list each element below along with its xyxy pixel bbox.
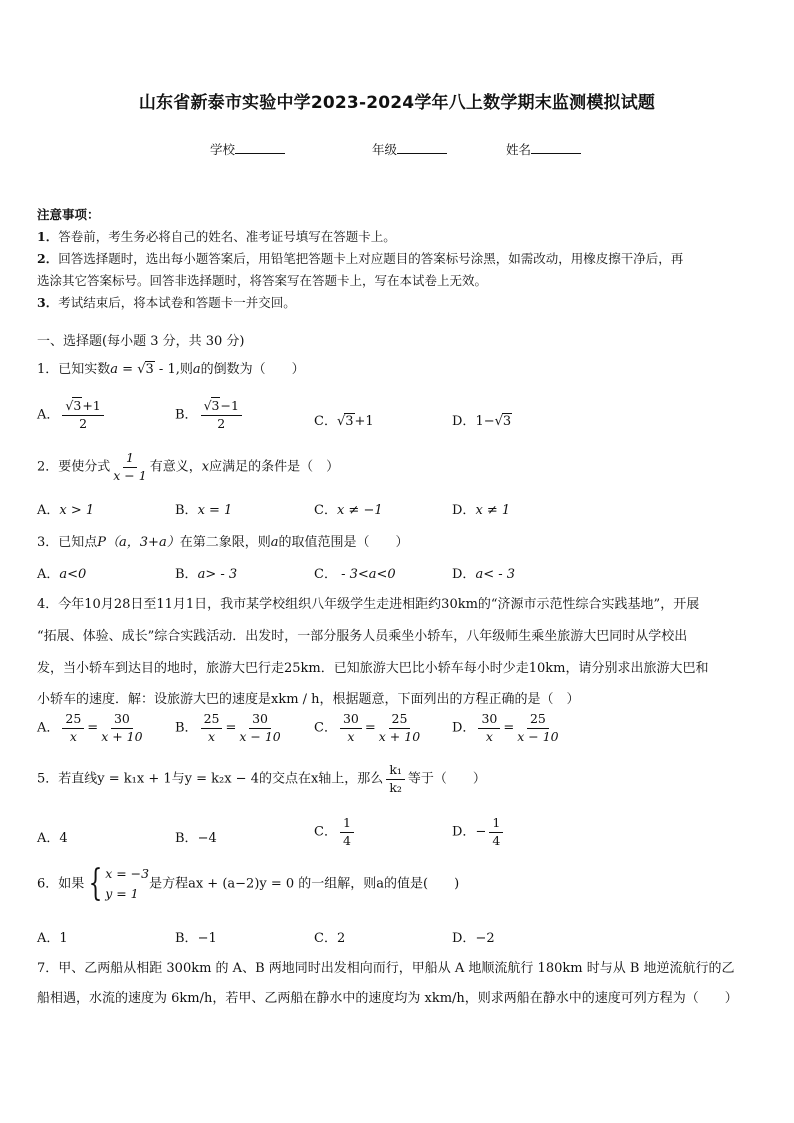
option-letter: A． bbox=[37, 567, 60, 582]
numerator: −1 bbox=[220, 398, 239, 413]
option-letter: C． bbox=[314, 720, 337, 736]
numerator: +1 bbox=[82, 398, 101, 413]
denominator: x + 10 bbox=[378, 728, 421, 744]
option-letter: D． bbox=[452, 824, 476, 840]
fraction bbox=[379, 713, 420, 743]
radicand: 3 bbox=[345, 414, 354, 429]
option-text: 2 bbox=[336, 931, 346, 946]
q2-var: x bbox=[201, 459, 210, 475]
denominator: 4 bbox=[492, 832, 501, 848]
option-text: −4 bbox=[197, 831, 217, 846]
numerator: k₁ bbox=[386, 764, 405, 780]
denominator: x bbox=[69, 728, 77, 744]
numerator: 30 bbox=[249, 713, 271, 729]
numerator: 25 bbox=[527, 713, 549, 729]
note-number: 2． bbox=[37, 251, 59, 266]
option-text: a< - 3 bbox=[475, 567, 516, 582]
option-letter: C． bbox=[314, 503, 337, 518]
denominator: x bbox=[485, 728, 493, 744]
fraction bbox=[101, 713, 142, 743]
q2-option-d bbox=[452, 499, 510, 518]
option-text: −2 bbox=[475, 931, 495, 946]
fraction bbox=[113, 452, 146, 482]
option-letter: A． bbox=[37, 407, 60, 423]
numerator: 1 bbox=[340, 817, 354, 833]
q1-prefix: 1．已知实数 bbox=[37, 362, 111, 377]
option-text: x = 1 bbox=[197, 503, 233, 518]
equation: x = −3 bbox=[105, 866, 150, 881]
question-3-stem bbox=[37, 531, 409, 550]
q1-mid: ,则 bbox=[175, 362, 193, 377]
grade-field bbox=[372, 140, 447, 158]
q4-option-c: C． $\frac{30}{x}$ = $\frac{25}{x + 10}$ bbox=[314, 711, 421, 744]
option-letter: B． bbox=[175, 720, 198, 736]
q5-option-b bbox=[175, 827, 217, 846]
q6-option-b bbox=[175, 927, 217, 946]
note-text: 答卷前，考生务必将自己的姓名、准考证号填写在答题卡上。 bbox=[58, 229, 396, 244]
denominator: x + 10 bbox=[101, 728, 143, 744]
q5-option-c bbox=[314, 817, 357, 847]
option-letter: C． bbox=[314, 824, 337, 840]
q2-mid: 有意义， bbox=[149, 459, 202, 475]
option-text: 1 bbox=[59, 931, 68, 946]
option-text: a<0 bbox=[59, 567, 87, 582]
option-letter: D． bbox=[452, 720, 476, 736]
sqrt-symbol: √3 bbox=[336, 414, 354, 429]
q2-prefix: 2．要使分式 bbox=[37, 459, 111, 475]
school-label: 学校 bbox=[210, 142, 236, 157]
q2-option-a bbox=[37, 499, 94, 518]
q6-prefix: 6．如果 bbox=[37, 876, 85, 892]
numerator: 25 bbox=[389, 713, 411, 729]
q4-option-d: D． $\frac{30}{x}$ = $\frac{25}{x - 10}$ bbox=[452, 711, 559, 744]
name-blank bbox=[531, 141, 581, 154]
option-letter: C． bbox=[314, 414, 337, 429]
q4-option-a: A． $\frac{25}{x}$ = $\frac{30}{x + 10}$ bbox=[37, 711, 143, 744]
q1-var2: a bbox=[192, 362, 201, 377]
q4-line-4: 小轿车的速度．解：设旅游大巴的速度是xkm / h，根据题意，下面列出的方程正确的是（ ） bbox=[37, 692, 580, 707]
note-text: 回答选择题时，选出每小题答案后，用铅笔把答题卡上对应题目的答案标号涂黑，如需改动，用橡皮擦干净后，再 bbox=[58, 251, 684, 266]
option-letter: B． bbox=[175, 831, 198, 846]
brace-symbol: { bbox=[88, 863, 103, 904]
q5-prefix: 5．若直线y = k₁x + 1与y = k₂x − 4的交点在x轴上，那么 bbox=[37, 771, 384, 787]
q6-suffix: 是方程ax + (a−2)y = 0 的一组解，则a的值是( ) bbox=[149, 876, 460, 892]
denominator: x bbox=[207, 728, 216, 744]
q1-option-b bbox=[175, 400, 245, 430]
q2-option-b bbox=[175, 499, 232, 518]
fraction bbox=[62, 713, 84, 743]
q5-option-d bbox=[452, 817, 506, 847]
fraction bbox=[340, 817, 354, 847]
denominator: x − 10 bbox=[239, 728, 281, 744]
q1-option-c bbox=[314, 410, 374, 429]
note-number: 3． bbox=[37, 295, 59, 310]
note-2 bbox=[37, 249, 683, 267]
option-letter: D． bbox=[452, 414, 476, 429]
denominator: 2 bbox=[79, 415, 88, 431]
option-letter: B． bbox=[175, 407, 198, 423]
q1-minus: - 1 bbox=[154, 362, 176, 377]
grade-label: 年级 bbox=[372, 142, 398, 157]
numerator: 25 bbox=[201, 713, 223, 729]
fraction bbox=[62, 400, 103, 430]
q3-var: a bbox=[270, 535, 279, 550]
q3-suffix: 的取值范围是（ ） bbox=[278, 535, 409, 550]
note-3 bbox=[37, 293, 296, 311]
fraction bbox=[386, 764, 405, 794]
numerator: 30 bbox=[478, 713, 500, 729]
radicand: 3 bbox=[73, 398, 82, 413]
q4-line-1: 4．今年10月28日至11月1日，我市某学校组织八年级学生走进相距约30km的“济源市示范性综合实践基地”，开展 bbox=[37, 597, 700, 612]
q3-prefix: 3．已知点 bbox=[37, 535, 98, 550]
option-letter: D． bbox=[452, 931, 476, 946]
radicand: 3 bbox=[502, 414, 512, 429]
option-letter: A． bbox=[37, 931, 60, 946]
option-text: a> - 3 bbox=[197, 567, 238, 582]
section-heading: 一、选择题(每小题 3 分，共 30 分) bbox=[37, 334, 245, 349]
name-label: 姓名 bbox=[506, 142, 532, 157]
question-2-stem bbox=[37, 452, 339, 482]
sqrt-symbol: √3 bbox=[137, 362, 154, 377]
note-2-cont: 选涂其它答案标号。回答非选择题时，将答案写在答题卡上，写在本试卷上无效。 bbox=[37, 273, 488, 288]
q1-eq: = bbox=[118, 362, 138, 377]
q6-option-d bbox=[452, 927, 495, 946]
q3-option-b bbox=[175, 563, 237, 582]
option-text: 4 bbox=[59, 831, 68, 846]
option-letter: C． bbox=[314, 931, 337, 946]
equation: y = 1 bbox=[105, 886, 139, 901]
option-text: − bbox=[475, 824, 487, 840]
note-1 bbox=[37, 227, 396, 245]
numerator: 1 bbox=[489, 817, 503, 833]
q3-option-d bbox=[452, 563, 515, 582]
option-text: x ≠ −1 bbox=[336, 503, 383, 518]
equation-system bbox=[84, 864, 149, 904]
option-letter: A． bbox=[37, 720, 60, 736]
option-text: x ≠ 1 bbox=[475, 503, 511, 518]
option-letter: D． bbox=[452, 567, 476, 582]
q4-line-3: 发，当小轿车到达目的地时，旅游大巴行走25km．已知旅游大巴比小轿车每小时少走10km，请分别求出旅游大巴和 bbox=[37, 661, 709, 676]
question-1-stem bbox=[37, 358, 305, 377]
fraction bbox=[489, 817, 503, 847]
fraction bbox=[201, 400, 242, 430]
notes-heading: 注意事项： bbox=[37, 207, 100, 222]
name-field bbox=[506, 140, 581, 158]
q3-mid: 在第二象限，则 bbox=[179, 535, 271, 550]
q2-suffix: 应满足的条件是（ ） bbox=[209, 459, 340, 475]
numerator: 30 bbox=[340, 713, 362, 729]
option-text: −1 bbox=[197, 931, 217, 946]
option-letter: D． bbox=[452, 503, 476, 518]
option-text: - 3<a<0 bbox=[336, 567, 396, 582]
numerator: 1 bbox=[123, 452, 137, 468]
q1-option-d bbox=[452, 410, 512, 429]
q7-line-1: 7．甲、乙两船从相距 300km 的 A、B 两地同时出发相向而行，甲船从 A 地顺流航行 180km 时与从 B 地逆流航行的乙 bbox=[37, 961, 735, 976]
denominator: k₂ bbox=[389, 779, 402, 795]
sqrt-symbol: √3 bbox=[203, 398, 220, 413]
denominator: x bbox=[347, 728, 355, 744]
fraction bbox=[201, 713, 223, 743]
q5-option-a bbox=[37, 827, 68, 846]
fraction bbox=[340, 713, 362, 743]
option-letter: B． bbox=[175, 503, 198, 518]
q1-option-a bbox=[37, 400, 107, 430]
option-letter: A． bbox=[37, 831, 60, 846]
option-text: 1− bbox=[475, 414, 495, 429]
q3-option-c bbox=[314, 563, 396, 582]
option-letter: A． bbox=[37, 503, 60, 518]
q3-point: P（a，3+a） bbox=[97, 535, 180, 550]
question-5-stem bbox=[37, 764, 486, 794]
question-6-stem bbox=[37, 864, 459, 904]
option-letter: B． bbox=[175, 931, 198, 946]
note-text: 考试结束后，将本试卷和答题卡一并交回。 bbox=[58, 295, 296, 310]
denominator: x − 1 bbox=[113, 467, 147, 483]
numerator: 25 bbox=[62, 713, 84, 729]
grade-blank bbox=[397, 141, 447, 154]
fraction bbox=[517, 713, 558, 743]
denominator: x − 10 bbox=[517, 728, 559, 744]
radicand: 3 bbox=[211, 398, 220, 413]
denominator: 2 bbox=[217, 415, 226, 431]
q2-option-c bbox=[314, 499, 383, 518]
denominator: 4 bbox=[342, 832, 351, 848]
fraction bbox=[478, 713, 500, 743]
school-blank bbox=[235, 141, 285, 154]
numerator: 30 bbox=[111, 713, 133, 729]
q7-line-2: 船相遇，水流的速度为 6km/h，若甲、乙两船在静水中的速度均为 xkm/h，则求两船在静水中的速度可列方程为（ ） bbox=[37, 991, 738, 1006]
q1-suffix: 的倒数为（ ） bbox=[200, 362, 305, 377]
option-letter: B． bbox=[175, 567, 198, 582]
q4-option-b: B． $\frac{25}{x}$ = $\frac{30}{x - 10}$ bbox=[175, 711, 281, 744]
q6-option-c bbox=[314, 927, 345, 946]
q5-suffix: 等于（ ） bbox=[407, 771, 486, 787]
sqrt-symbol: √3 bbox=[494, 414, 512, 429]
option-text: x > 1 bbox=[59, 503, 95, 518]
note-number: 1． bbox=[37, 229, 59, 244]
q4-line-2: “拓展、体验、成长”综合实践活动．出发时，一部分服务人员乘坐小轿车，八年级师生乘坐旅游大巴同时从学校出 bbox=[37, 629, 688, 644]
fraction bbox=[239, 713, 280, 743]
option-text: +1 bbox=[354, 414, 374, 429]
sqrt-symbol: √3 bbox=[65, 398, 82, 413]
q6-option-a bbox=[37, 927, 68, 946]
q1-radicand: 3 bbox=[145, 362, 154, 377]
school-field bbox=[210, 140, 285, 158]
q3-option-a bbox=[37, 563, 86, 582]
option-letter: C． bbox=[314, 567, 337, 582]
page-title: 山东省新泰市实验中学2023-2024学年八上数学期末监测模拟试题 bbox=[138, 93, 656, 113]
q1-var: a bbox=[110, 362, 119, 377]
